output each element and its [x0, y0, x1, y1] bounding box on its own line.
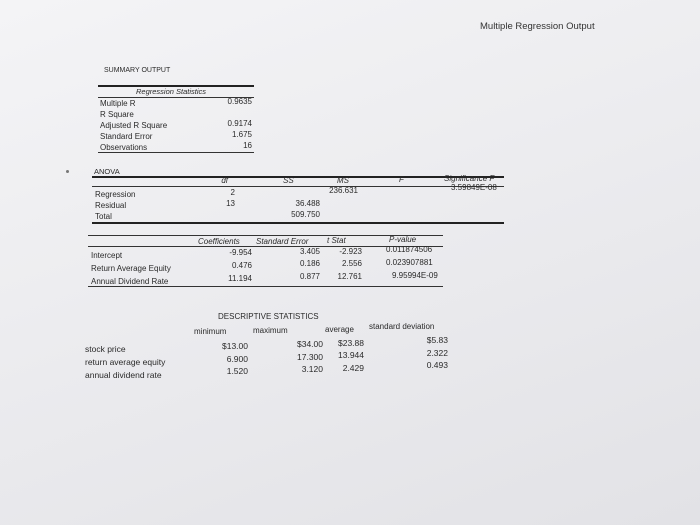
anova-head-rule	[92, 186, 504, 187]
coef-row-label: Annual Dividend Rate	[91, 277, 169, 286]
reg-stats-value: 16	[243, 141, 252, 150]
reg-stats-label: Observations	[100, 143, 148, 152]
desc-avg: $23.88	[338, 338, 364, 348]
desc-sd: 0.493	[426, 360, 448, 370]
anova-bottom-rule	[92, 222, 504, 224]
desc-min: 6.900	[226, 354, 248, 364]
anova-header-ss: SS	[283, 176, 294, 185]
coef-value: 0.476	[231, 261, 252, 270]
anova-row-label: Total	[95, 212, 112, 221]
desc-avg: 2.429	[342, 363, 364, 373]
coef-header-tstat: t Stat	[327, 236, 346, 245]
desc-row-label: annual dividend rate	[85, 370, 162, 380]
coef-pvalue: 9.95994E-09	[392, 271, 438, 280]
reg-stats-bottom-rule	[98, 152, 254, 153]
reg-stats-label: Adjusted R Square	[100, 121, 168, 130]
descriptive-title: DESCRIPTIVE STATISTICS	[218, 312, 319, 321]
anova-row-label: Residual	[95, 201, 127, 210]
coef-tstat: -2.923	[339, 247, 362, 256]
desc-max: 17.300	[297, 352, 323, 362]
coef-bottom-rule	[88, 286, 443, 287]
desc-header-average: average	[325, 325, 354, 334]
anova-ms: 236.631	[329, 186, 358, 195]
coef-row-label: Return Average Equity	[91, 264, 171, 273]
coef-tstat: 2.556	[341, 259, 362, 268]
reg-stats-value: 0.9635	[227, 97, 252, 106]
anova-df: 13	[226, 199, 235, 208]
coef-value: 11.194	[228, 274, 252, 283]
reg-stats-label: R Square	[100, 110, 134, 119]
reg-stats-value: 0.9174	[227, 119, 252, 128]
reg-stats-label: Standard Error	[100, 132, 153, 141]
coef-tstat: 12.761	[337, 272, 362, 281]
anova-header-ms: MS	[337, 176, 349, 185]
anova-header-f: F	[399, 175, 404, 184]
desc-row-label: return average equity	[85, 357, 166, 367]
coef-header-pvalue: P-value	[389, 235, 417, 244]
coef-pvalue: 0.011874506	[386, 245, 433, 254]
anova-header-sig: Significance F	[444, 174, 495, 183]
anova-title: ANOVA	[94, 167, 120, 176]
coef-row-label: Intercept	[91, 251, 123, 260]
anova-sig: 3.59849E-08	[451, 183, 497, 192]
desc-sd: 2.322	[426, 348, 448, 358]
anova-row-label: Regression	[95, 190, 136, 199]
desc-header-maximum: maximum	[253, 326, 288, 335]
coef-stderr: 3.405	[299, 247, 320, 256]
coef-pvalue: 0.023907881	[386, 258, 433, 267]
desc-header-minimum: minimum	[194, 327, 227, 336]
desc-header-stddev: standard deviation	[369, 322, 435, 331]
desc-row-label: stock price	[85, 344, 126, 354]
coef-stderr: 0.877	[299, 272, 320, 281]
coef-header-coefficients: Coefficients	[198, 237, 240, 246]
coef-stderr: 0.186	[299, 259, 320, 268]
page-title: Multiple Regression Output	[480, 21, 595, 32]
coef-header-stderr: Standard Error	[256, 237, 309, 246]
reg-stats-value: 1.675	[231, 130, 252, 139]
anova-ss: 509.750	[291, 210, 320, 219]
bullet-dot	[66, 170, 69, 173]
anova-df: 2	[230, 188, 235, 197]
desc-sd: $5.83	[426, 335, 448, 345]
desc-min: $13.00	[222, 341, 248, 351]
summary-title: SUMMARY OUTPUT	[104, 67, 171, 74]
anova-ss: 36.488	[295, 199, 320, 208]
desc-max: 3.120	[301, 364, 323, 374]
desc-max: $34.00	[297, 339, 323, 349]
reg-stats-heading: Regression Statistics	[136, 87, 207, 96]
desc-min: 1.520	[226, 366, 248, 376]
desc-avg: 13.944	[338, 350, 364, 360]
coef-value: -9.954	[229, 248, 252, 257]
reg-stats-label: Multiple R	[100, 99, 136, 108]
anova-top-rule	[92, 176, 504, 178]
anova-header-df: df	[221, 176, 228, 185]
